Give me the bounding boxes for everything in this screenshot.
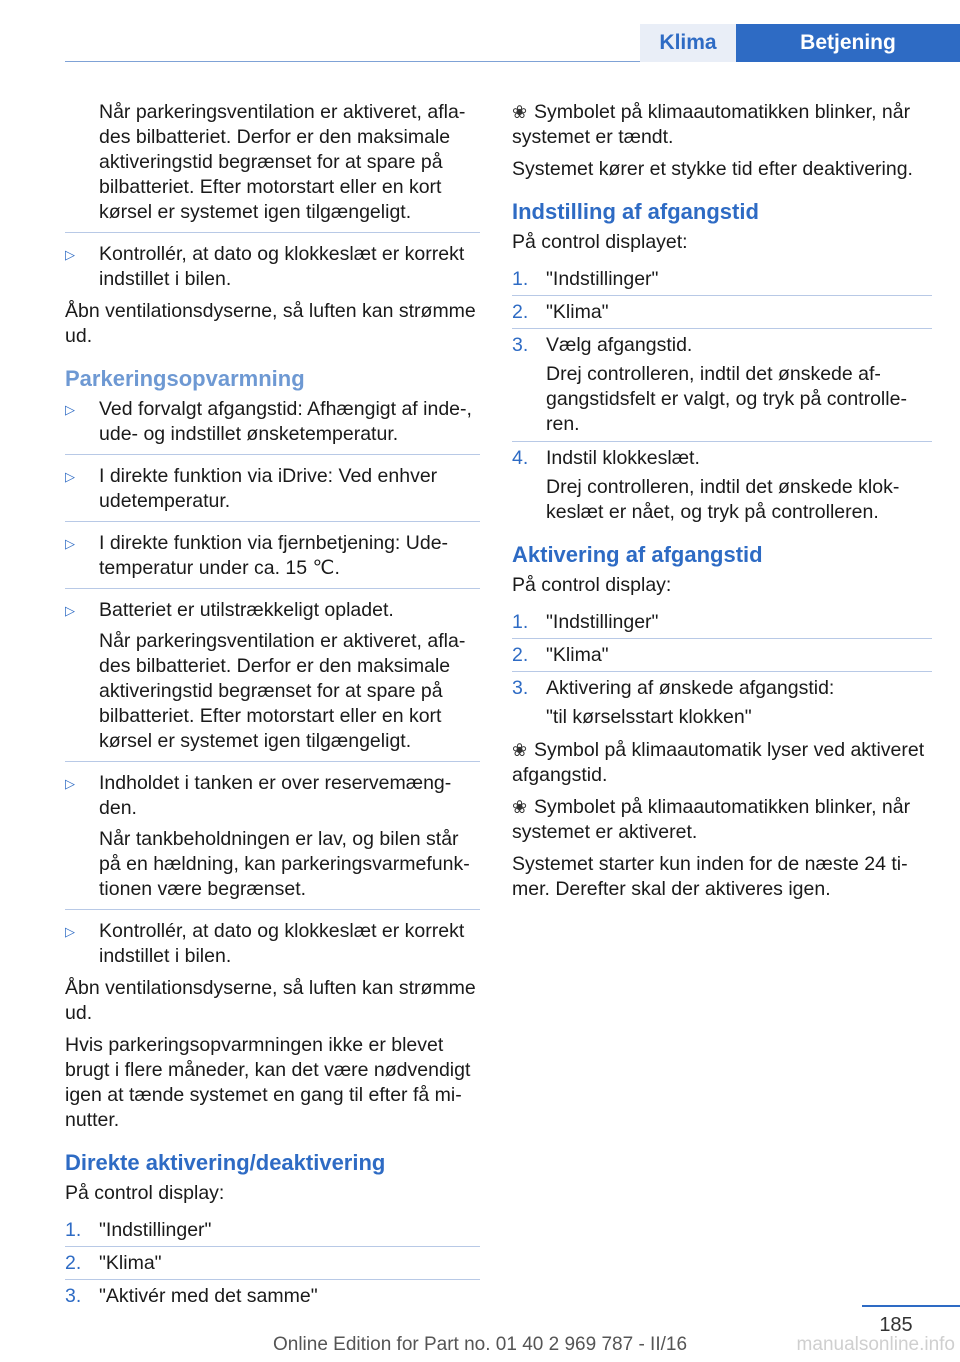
list-item: ▷ Kontrollér, at dato og klokkeslæt er korrekt indstillet i bilen. bbox=[65, 920, 465, 967]
separator bbox=[512, 638, 932, 639]
list-item: ▷ Ved forvalgt afgangstid: Afhængigt af inde-, ude- og indstillet ønsketemperatur. bbox=[65, 398, 472, 445]
separator bbox=[65, 588, 480, 589]
heading-activate-departure: Aktivering af afgangstid bbox=[512, 542, 763, 567]
numbered-item: 3. "Aktivér med det samme" bbox=[65, 1285, 318, 1307]
list-item: ▷ Kontrollér, at dato og klokkeslæt er korrekt indstillet i bilen. bbox=[65, 243, 465, 290]
paragraph: Systemet kører et stykke tid efter deaktivering. bbox=[512, 158, 913, 180]
separator bbox=[65, 232, 480, 233]
triangle-bullet-icon: ▷ bbox=[65, 776, 75, 791]
left-column bbox=[65, 100, 480, 1309]
paragraph: På control display: bbox=[65, 1182, 225, 1204]
step-detail: "til kørselsstart klokken" bbox=[546, 706, 752, 728]
numbered-item: 3. Vælg afgangstid. bbox=[512, 334, 693, 356]
separator bbox=[512, 328, 932, 329]
separator bbox=[65, 761, 480, 762]
triangle-bullet-icon: ▷ bbox=[65, 603, 75, 618]
paragraph: Systemet starter kun inden for de næste 24 timer. Derefter skal der aktiveres igen. bbox=[512, 853, 908, 900]
tab-betjening[interactable]: Betjening bbox=[736, 24, 960, 62]
paragraph: Åbn ventilationsdyserne, så luften kan strømme ud. bbox=[65, 300, 476, 347]
list-item: ▷ Batteriet er utilstrækkeligt opladet. Når parkeringsventilation er aktiveret, aflades bilbatteriet. Derfor er den maksimale aktiveringstid begrænset for at spare på bilbatteriet. Efter motorstart eller en kort kørsel er systemet igen tilgængeligt. bbox=[65, 598, 480, 754]
tank-sub-note: Når tankbeholdningen er lav, og bilen står på en hældning, kan parkeringsvarmefunktionen være begrænset. bbox=[99, 828, 470, 900]
list-item: ▷ Indholdet i tanken er over reservemængden. Når tankbeholdningen er lav, og bilen står på en hældning, kan parkeringsvarmefunktionen være begrænset. bbox=[65, 771, 480, 902]
paragraph: ❀ Symbolet på klimaautomatikken blinker, når systemet er aktiveret. bbox=[512, 796, 911, 843]
edition-text: Online Edition for Part no. 01 40 2 969 787 - II/16 bbox=[272, 1334, 688, 1355]
step-detail: Drej controlleren, indtil det ønskede klokkeslæt er nået, og tryk på controlleren. bbox=[546, 476, 900, 523]
tab-klima[interactable]: Klima bbox=[640, 24, 736, 62]
triangle-bullet-icon: ▷ bbox=[65, 536, 75, 551]
page-number: 185 bbox=[879, 1314, 913, 1336]
numbered-item: 2. "Klima" bbox=[512, 644, 609, 666]
triangle-bullet-icon: ▷ bbox=[65, 402, 75, 417]
fan-symbol-icon: ❀ bbox=[512, 797, 528, 817]
numbered-item: 3. Aktivering af ønskede afgangstid: bbox=[512, 677, 835, 699]
heading-direct-activation: Direkte aktivering/deaktivering bbox=[65, 1150, 386, 1175]
list-item: ▷ I direkte funktion via fjernbetjening: Udetemperatur under ca. 15 ℃. bbox=[65, 532, 449, 579]
watermark: manualsonline.info bbox=[796, 1334, 955, 1355]
paragraph: På control display: bbox=[512, 574, 672, 596]
step-detail: Drej controlleren, indtil det ønskede afgangstidsfelt er valgt, og tryk på controlleren. bbox=[546, 363, 907, 435]
footer-rule bbox=[862, 1305, 960, 1307]
fan-symbol-icon: ❀ bbox=[512, 740, 528, 760]
paragraph: ❀ Symbolet på klimaautomatikken blinker, når systemet er tændt. bbox=[512, 101, 911, 148]
numbered-item: 1. "Indstillinger" bbox=[65, 1219, 212, 1241]
paragraph: På control displayet: bbox=[512, 231, 688, 253]
separator bbox=[65, 454, 480, 455]
separator bbox=[65, 521, 480, 522]
paragraph: Hvis parkeringsopvarmningen ikke er blevet brugt i flere måneder, kan det være nødvendigt igen at tænde systemet en gang til efter få minutter. bbox=[65, 1034, 471, 1131]
separator bbox=[65, 1279, 480, 1280]
triangle-bullet-icon: ▷ bbox=[65, 469, 75, 484]
separator bbox=[512, 295, 932, 296]
separator bbox=[65, 909, 480, 910]
triangle-bullet-icon: ▷ bbox=[65, 924, 75, 939]
right-column bbox=[512, 100, 932, 909]
paragraph: Åbn ventilationsdyserne, så luften kan strømme ud. bbox=[65, 977, 476, 1024]
battery-sub-note: Når parkeringsventilation er aktiveret, aflades bilbatteriet. Derfor er den maksimale aktiveringstid begrænset for at spare på bilbatteriet. Efter motorstart eller en kort kørsel er systemet igen tilgængeligt. bbox=[99, 630, 466, 752]
separator bbox=[512, 671, 932, 672]
separator bbox=[65, 1246, 480, 1247]
numbered-item: 2. "Klima" bbox=[65, 1252, 162, 1274]
list-item: ▷ I direkte funktion via iDrive: Ved enhver udetemperatur. bbox=[65, 465, 438, 512]
numbered-item: 2. "Klima" bbox=[512, 301, 609, 323]
numbered-item: 4. Indstil klokkeslæt. bbox=[512, 447, 700, 469]
battery-note: Når parkeringsventilation er aktiveret, aflades bilbatteriet. Derfor er den maksimale aktiveringstid begrænset for at spare på bilbatteriet. Efter motorstart eller en kort kørsel er systemet igen tilgængeligt. bbox=[99, 101, 466, 223]
numbered-item: 1. "Indstillinger" bbox=[512, 268, 659, 290]
fan-symbol-icon: ❀ bbox=[512, 102, 528, 122]
heading-set-departure: Indstilling af afgangstid bbox=[512, 199, 759, 224]
numbered-item: 1. "Indstillinger" bbox=[512, 611, 659, 633]
separator bbox=[512, 441, 932, 442]
paragraph: ❀ Symbol på klimaautomatik lyser ved aktiveret afgangstid. bbox=[512, 739, 925, 786]
heading-parking-heating: Parkeringsopvarmning bbox=[65, 366, 305, 391]
triangle-bullet-icon: ▷ bbox=[65, 247, 75, 262]
